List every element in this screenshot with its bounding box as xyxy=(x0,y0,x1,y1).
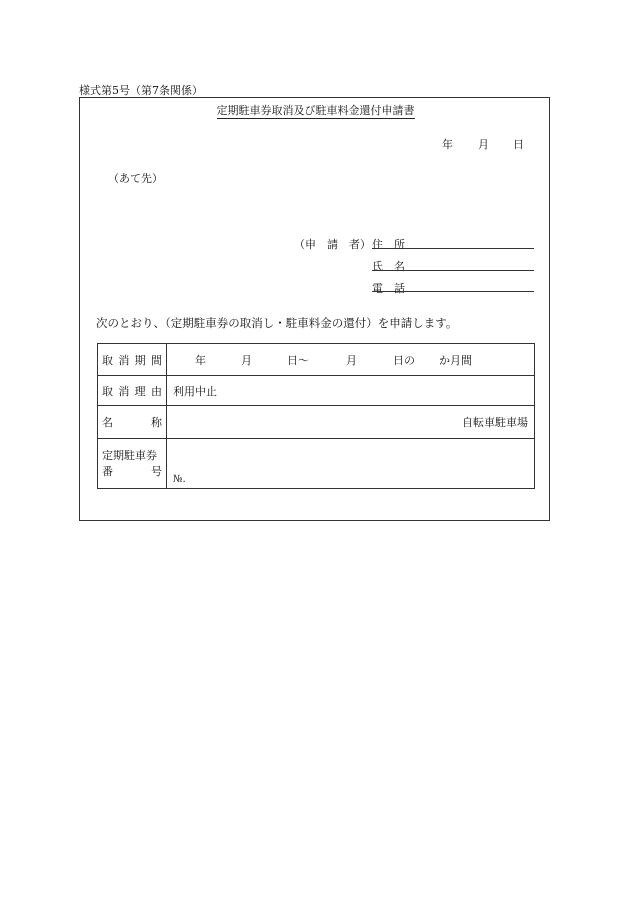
cancel-reason-label: 取 消 理 由 xyxy=(98,376,167,406)
name-field[interactable] xyxy=(372,270,534,271)
ticket-number-label: 定期駐車券 番 号 xyxy=(98,438,167,488)
applicant-label: （申 請 者） xyxy=(294,238,371,251)
form-number-label: 様式第5号（第7条関係） xyxy=(79,84,203,97)
phone-field[interactable] xyxy=(372,291,534,292)
phone-label: 電 話 xyxy=(372,282,405,295)
addressee-label: （あて先） xyxy=(108,172,163,185)
name-label: 氏 名 xyxy=(372,260,405,273)
table-row xyxy=(98,438,535,488)
facility-name-field[interactable]: 自転車駐車場 xyxy=(167,406,535,438)
cancel-period-field[interactable]: 年 月 日〜 月 日の か月間 xyxy=(167,344,535,376)
date-day-label: 日 xyxy=(513,138,524,151)
detail-table xyxy=(97,343,535,489)
cancel-reason-field[interactable]: 利用中止 xyxy=(167,376,535,406)
address-label: 住 所 xyxy=(372,238,405,251)
form-title: 定期駐車券取消及び駐車料金還付申請書 xyxy=(216,104,415,117)
table-row xyxy=(98,406,535,438)
date-year-label: 年 xyxy=(442,138,453,151)
facility-name-label: 名 称 xyxy=(98,406,167,438)
application-statement: 次のとおり、（定期駐車券の取消し・駐車料金の還付）を申請します。 xyxy=(96,316,458,330)
address-field[interactable] xyxy=(372,248,534,249)
date-month-label: 月 xyxy=(478,138,489,151)
table-row xyxy=(98,344,535,376)
ticket-number-field[interactable]: №. xyxy=(167,438,535,488)
cancel-period-label: 取 消 期 間 xyxy=(98,344,167,376)
table-row xyxy=(98,376,535,406)
application-form xyxy=(79,97,550,521)
